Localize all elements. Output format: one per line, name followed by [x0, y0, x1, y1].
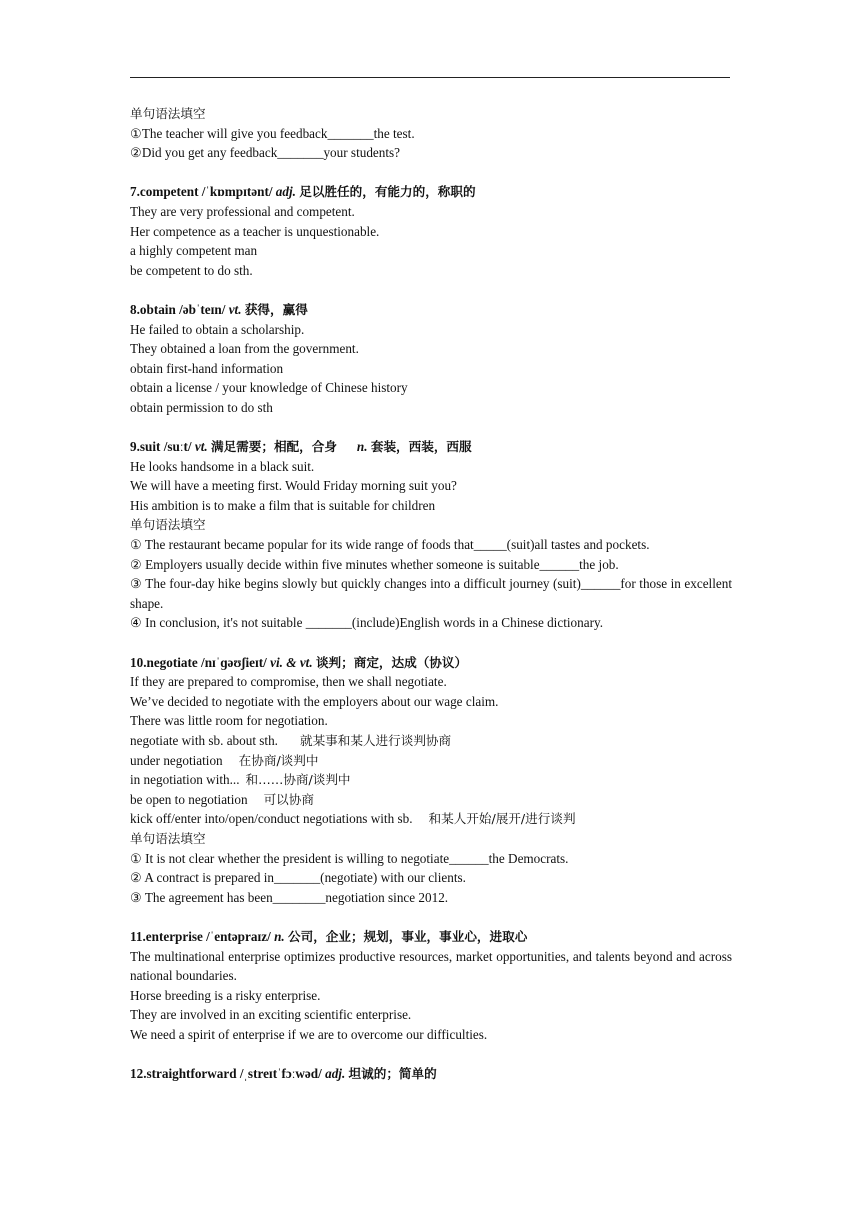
- text-line: There was little room for negotiation.: [130, 713, 328, 729]
- meaning: 坦诚的；简单的: [348, 1066, 437, 1082]
- text-line: ① The restaurant became popular for its wide range of foods that_____(suit)all tastes and pockets.: [130, 537, 650, 553]
- paragraph: The multinational enterprise optimizes productive resources, market opportunities, and talents beyond and across national boundaries.: [130, 948, 732, 984]
- part-of-speech: vt.: [228, 301, 242, 317]
- blank-line: [130, 907, 732, 927]
- text-line: If they are prepared to compromise, then we shall negotiate.: [130, 674, 447, 690]
- phrase-meaning: 可以协商: [263, 791, 314, 807]
- headword: 9.suit /suːt/: [130, 439, 192, 455]
- headword: 8.obtain /əbˈteɪn/: [130, 301, 226, 317]
- meaning: 谈判；商定，达成（协议）: [315, 654, 468, 670]
- text-line: They are involved in an exciting scientific enterprise.: [130, 1007, 412, 1023]
- phrase-meaning: 和……协商/谈判中: [245, 772, 351, 788]
- meaning: 获得，赢得: [244, 301, 308, 317]
- phrase: kick off/enter into/open/conduct negotiations with sb.: [130, 811, 413, 827]
- text-line: They are very professional and competent.: [130, 203, 355, 219]
- text-line: obtain permission to do sth: [130, 399, 273, 415]
- headword: 10.negotiate /nɪˈɡəʊʃieɪt/: [130, 654, 267, 670]
- phrase: negotiate with sb. about sth.: [130, 733, 278, 748]
- phrase-line: [130, 809, 732, 829]
- headword: 11.enterprise /ˈentəpraɪz/: [130, 928, 271, 944]
- blank-line: [130, 633, 732, 653]
- blank-line: [130, 418, 732, 438]
- phrase-meaning: 和某人开始/展开/进行谈判: [428, 811, 576, 827]
- text-line: We will have a meeting first. Would Friday morning suit you?: [130, 478, 457, 494]
- exercise-label: 单句语法填空: [130, 830, 206, 846]
- text-line: ②Did you get any feedback_______your students?: [130, 145, 401, 161]
- vocab-entry-heading: [130, 182, 732, 202]
- text-line: ①The teacher will give you feedback_______the test.: [130, 125, 415, 141]
- text-line: obtain first-hand information: [130, 360, 284, 376]
- vocab-entry-heading: [130, 927, 732, 947]
- text-line: He looks handsome in a black suit.: [130, 458, 315, 474]
- blank-line: [130, 163, 732, 183]
- meaning: 公司，企业；规划，事业，事业心，进取心: [288, 928, 528, 944]
- text-line: Her competence as a teacher is unquestionable.: [130, 223, 380, 239]
- text-line: ② Employers usually decide within five minutes whether someone is suitable______the job.: [130, 556, 619, 572]
- text-line: a highly competent man: [130, 243, 258, 259]
- vocab-entry-heading: [130, 437, 732, 457]
- phrase-line: [130, 770, 732, 790]
- exercise-label: 单句语法填空: [130, 517, 206, 533]
- paragraph: ③ The four-day hike begins slowly but quickly changes into a difficult journey (suit)______for those in excellent shape.: [130, 576, 732, 611]
- headword: 12.straightforward /ˌstreɪtˈfɔːwəd/: [130, 1066, 322, 1082]
- meaning: 满足需要；相配，合身: [210, 439, 337, 455]
- text-line: ① It is not clear whether the president is willing to negotiate______the Democrats.: [130, 850, 569, 866]
- phrase: under negotiation: [130, 752, 223, 768]
- blank-line: [130, 1045, 732, 1065]
- part-of-speech: adj.: [275, 184, 296, 200]
- exercise-label: 单句语法填空: [130, 106, 206, 121]
- blank-line: [130, 280, 732, 300]
- phrase-line: [130, 790, 732, 810]
- part-of-speech: vi. & vt.: [270, 654, 313, 670]
- vocab-entry-heading: [130, 300, 732, 320]
- text-line: We need a spirit of enterprise if we are to overcome our difficulties.: [130, 1026, 488, 1042]
- phrase-meaning: 就某事和某人进行谈判协商: [299, 733, 452, 748]
- part-of-speech: adj.: [325, 1066, 346, 1082]
- text-line: They obtained a loan from the government.: [130, 341, 359, 357]
- meaning: 足以胜任的，有能力的，称职的: [299, 184, 476, 200]
- text-line: ③ The agreement has been________negotiation since 2012.: [130, 889, 449, 905]
- vocab-entry-heading: [130, 1064, 732, 1084]
- text-line: His ambition is to make a film that is suitable for children: [130, 497, 436, 513]
- text-line: obtain a license / your knowledge of Chinese history: [130, 380, 408, 396]
- part-of-speech: n.: [274, 928, 285, 944]
- text-line: We’ve decided to negotiate with the employers about our wage claim.: [130, 693, 499, 709]
- text-line: ② A contract is prepared in_______(negotiate) with our clients.: [130, 870, 466, 886]
- phrase: be open to negotiation: [130, 791, 248, 807]
- headword: 7.competent /ˈkɒmpɪtənt/: [130, 184, 273, 200]
- phrase-line: [130, 731, 732, 751]
- phrase: in negotiation with...: [130, 772, 240, 788]
- phrase-line: [130, 751, 732, 771]
- text-line: Horse breeding is a risky enterprise.: [130, 987, 321, 1003]
- part-of-speech: n.: [356, 439, 368, 455]
- vocab-entry-heading: [130, 653, 732, 673]
- phrase-meaning: 在协商/谈判中: [238, 752, 319, 768]
- meaning: 套装，西装，西服: [370, 439, 472, 455]
- text-line: He failed to obtain a scholarship.: [130, 321, 305, 337]
- text-line: ④ In conclusion, it's not suitable _______(include)English words in a Chinese dictionary.: [130, 615, 603, 631]
- part-of-speech: vt.: [194, 439, 208, 455]
- text-line: be competent to do sth.: [130, 262, 253, 278]
- header-rule: [130, 77, 730, 78]
- document-body: [130, 104, 732, 1084]
